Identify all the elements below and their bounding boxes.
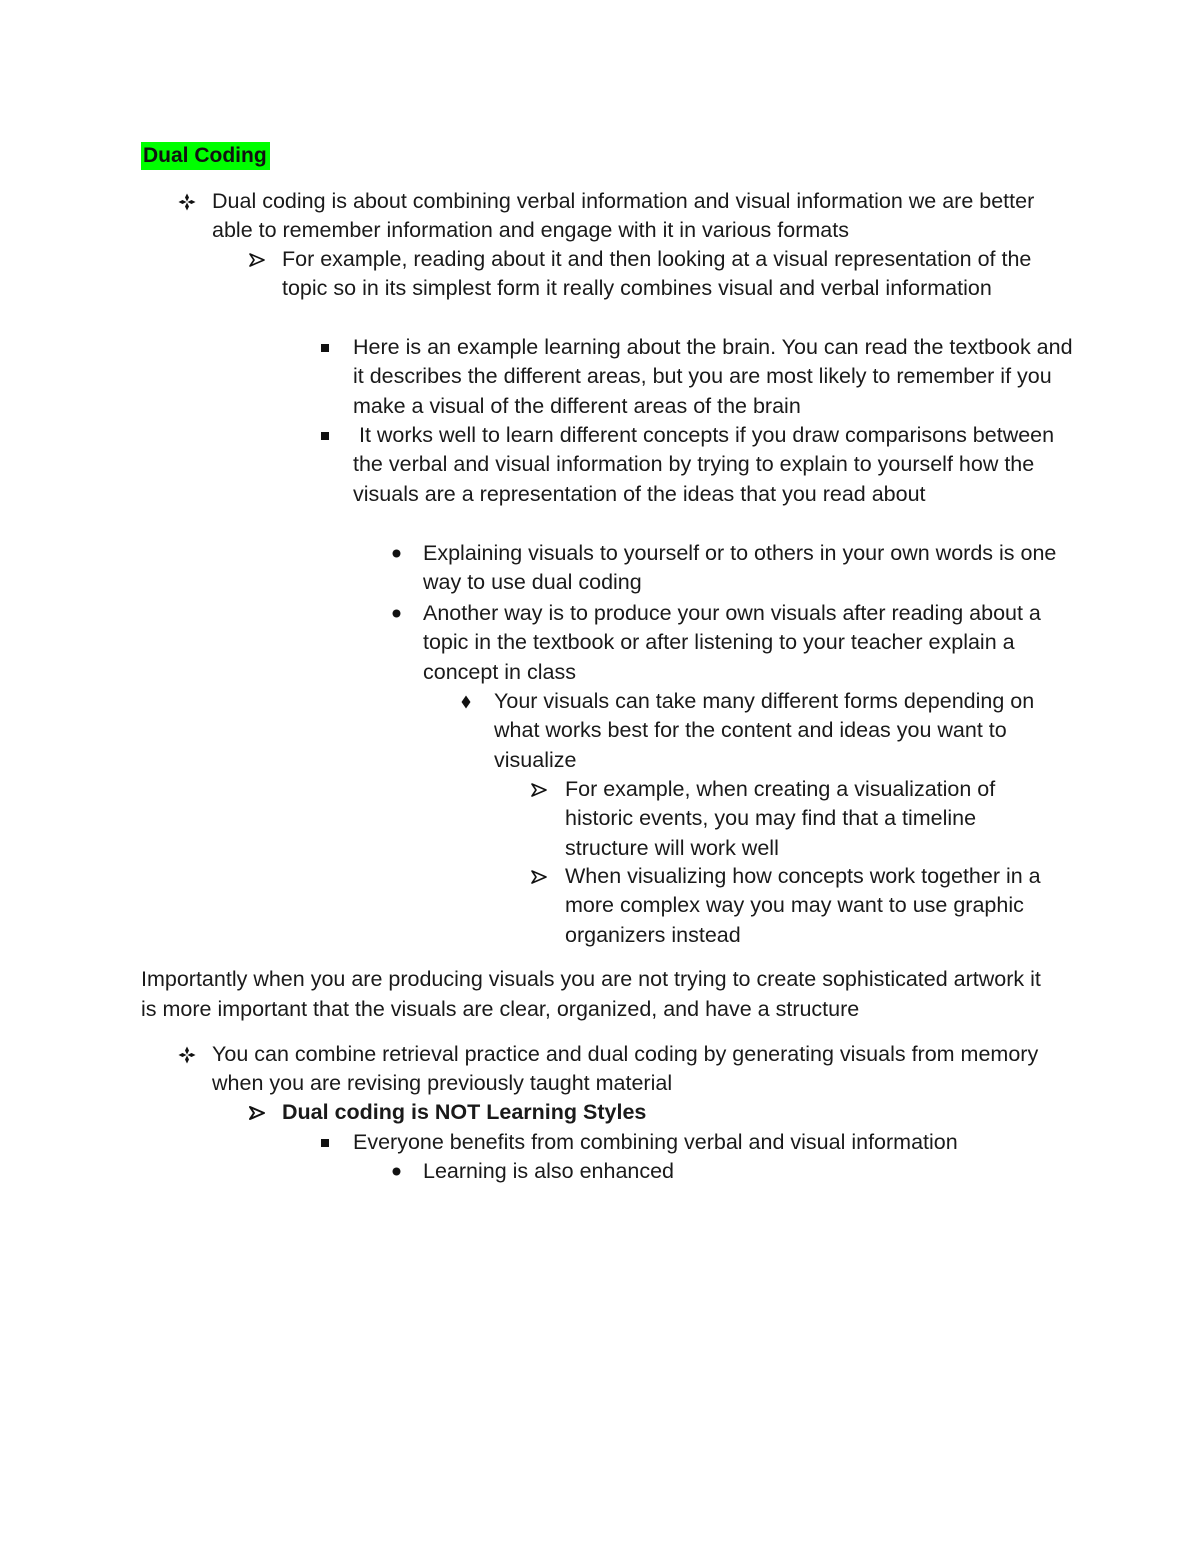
list-item-text: Your visuals can take many different forms depending on what works best for the content and ideas you want to visualize: [494, 689, 1035, 772]
square-bullet-icon: [315, 421, 335, 450]
arrowhead-bullet-icon: [529, 775, 549, 804]
arrowhead-bullet-icon: [529, 862, 549, 891]
dot-bullet-icon: [386, 1157, 406, 1186]
list-item-level6: [565, 775, 1055, 863]
list-item-level1: [212, 1040, 1062, 1099]
list-item-level1: [212, 187, 1072, 246]
list-item-text: Explaining visuals to yourself or to others in your own words is one way to use dual coding: [423, 541, 1057, 595]
list-item-text: Another way is to produce your own visuals after reading about a topic in the textbook or after listening to your teacher explain a concept in class: [423, 601, 1041, 684]
list-item-level3: [353, 421, 1073, 509]
page-title: Dual Coding: [141, 142, 270, 170]
small-diamond-bullet-icon: [456, 687, 476, 716]
dot-bullet-icon: [386, 599, 406, 628]
list-item-level3: [353, 333, 1073, 421]
list-item-level4: [423, 1157, 1063, 1186]
list-item-level2: [282, 1098, 1062, 1127]
list-item-level6: [565, 862, 1055, 950]
list-item-level4: [423, 539, 1063, 598]
list-item-text: Dual coding is NOT Learning Styles: [282, 1100, 647, 1124]
list-item-text: For example, when creating a visualization of historic events, you may find that a timeline structure will work well: [565, 777, 996, 860]
body-paragraph: Importantly when you are producing visuals you are not trying to create sophisticated artwork it is more important that the visuals are clear, organized, and have a structure: [141, 967, 1041, 1021]
diamond-star-bullet-icon: [177, 1040, 197, 1069]
list-item-level3: [353, 1128, 1073, 1157]
list-item-text: For example, reading about it and then looking at a visual representation of the topic so in its simplest form it really combines visual and verbal information: [282, 247, 1032, 301]
list-item-text: Everyone benefits from combining verbal and visual information: [353, 1130, 958, 1154]
diamond-star-bullet-icon: [177, 187, 197, 216]
list-item-text: Learning is also enhanced: [423, 1159, 675, 1183]
arrowhead-bullet-icon: [247, 245, 267, 274]
dot-bullet-icon: [386, 539, 406, 568]
list-item-level5: [494, 687, 1064, 775]
list-item-text: You can combine retrieval practice and dual coding by generating visuals from memory when you are revising previously taught material: [212, 1042, 1039, 1096]
square-bullet-icon: [315, 1128, 335, 1157]
list-item-text: It works well to learn different concepts if you draw comparisons between the verbal and visual information by trying to explain to yourself how the visuals are a representation of the ideas that you read about: [353, 423, 1061, 506]
arrowhead-bullet-icon: [247, 1098, 267, 1127]
list-item-level2: [282, 245, 1062, 304]
list-item-text: Dual coding is about combining verbal information and visual information we are better able to remember information and engage with it in various formats: [212, 189, 1035, 243]
list-item-level4: [423, 599, 1063, 687]
list-item-text: When visualizing how concepts work together in a more complex way you may want to use graphic organizers instead: [565, 864, 1041, 947]
square-bullet-icon: [315, 333, 335, 362]
list-item-text: Here is an example learning about the brain. You can read the textbook and it describes the different areas, but you are most likely to remember if you make a visual of the different areas of the brain: [353, 335, 1073, 418]
